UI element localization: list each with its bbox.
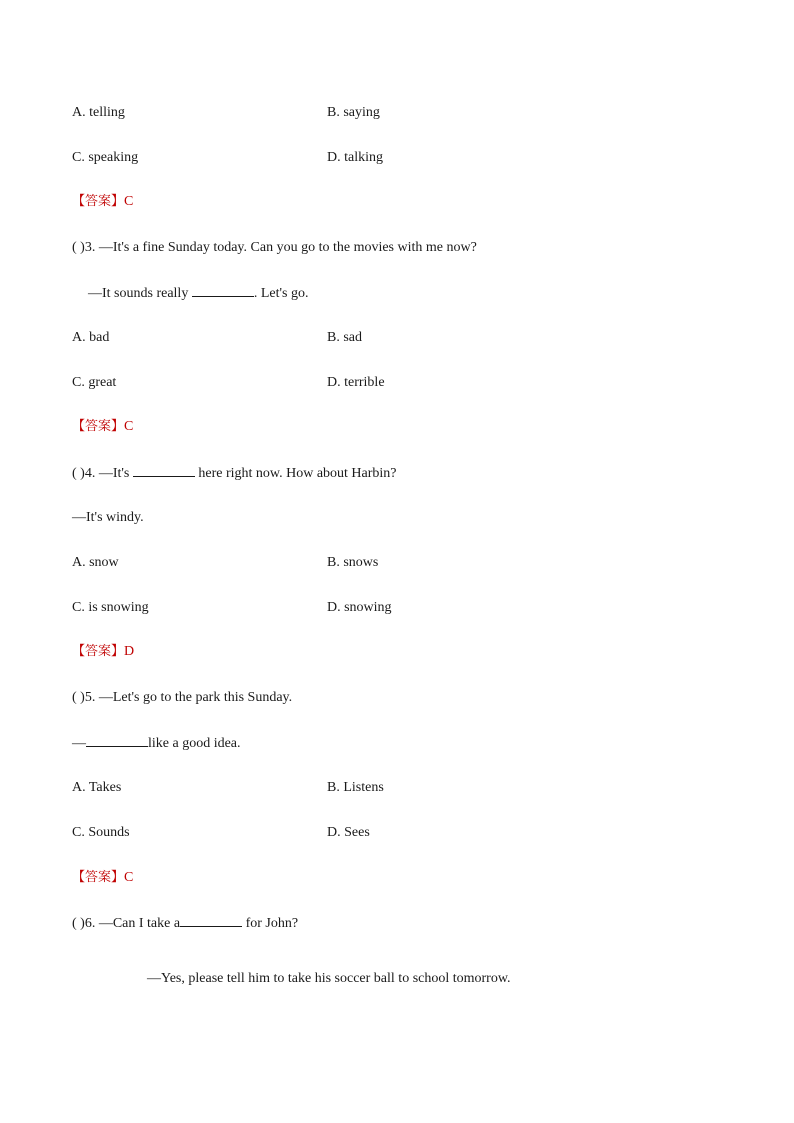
q4-option-c: C. is snowing [72,600,149,615]
q5-answer [72,869,133,887]
q3-option-b: B. sad [327,330,362,345]
q3-blank [192,284,254,297]
q3-stem: ( )3. —It's a fine Sunday today. Can you go to the movies with me now? [72,240,477,255]
q5-option-c: C. Sounds [72,825,130,840]
answer-label: 【答案】 [72,194,125,209]
q5-reply-text-after: like a good idea. [148,736,241,751]
q3-reply-text-after: . Let's go. [253,286,309,301]
q4-blank [133,464,195,477]
answer-value: D [124,644,135,659]
answer-value: C [124,419,134,434]
q3-option-a: A. bad [72,330,110,345]
answer-label: 【答案】 [72,644,125,659]
answer-label: 【答案】 [72,419,125,434]
q4-reply: —It's windy. [72,510,144,525]
q4-stem-text-before: ( )4. —It's [72,466,133,481]
q6-stem-text-after: for John? [242,916,299,931]
q2-option-d: D. talking [327,150,383,165]
q4-option-b: B. snows [327,555,379,570]
q5-reply [72,734,241,753]
q5-blank [86,734,148,747]
answer-value: C [124,194,134,209]
q3-answer [72,418,133,436]
q2-option-a: A. telling [72,105,125,120]
q3-option-c: C. great [72,375,117,390]
q5-stem: ( )5. —Let's go to the park this Sunday. [72,690,293,705]
q5-reply-text-before: — [72,736,86,751]
q6-stem-text-before: ( )6. —Can I take a [72,916,181,931]
q5-option-b: B. Listens [327,780,384,795]
q5-option-d: D. Sees [327,825,370,840]
q6-stem [72,914,298,933]
q6-blank [180,914,242,927]
q3-reply-text-before: —It sounds really [88,286,192,301]
q6-reply: —Yes, please tell him to take his soccer ball to school tomorrow. [147,971,511,986]
q2-option-b: B. saying [327,105,380,120]
answer-label: 【答案】 [72,870,125,885]
q3-reply [88,284,308,303]
q3-option-d: D. terrible [327,375,385,390]
q4-option-a: A. snow [72,555,119,570]
q2-option-c: C. speaking [72,150,139,165]
q4-stem-text-after: here right now. How about Harbin? [194,466,397,481]
q4-option-d: D. snowing [327,600,392,615]
q5-option-a: A. Takes [72,780,122,795]
q2-answer [72,193,133,211]
q4-answer [72,643,134,661]
answer-value: C [124,870,134,885]
q4-stem [72,464,397,483]
